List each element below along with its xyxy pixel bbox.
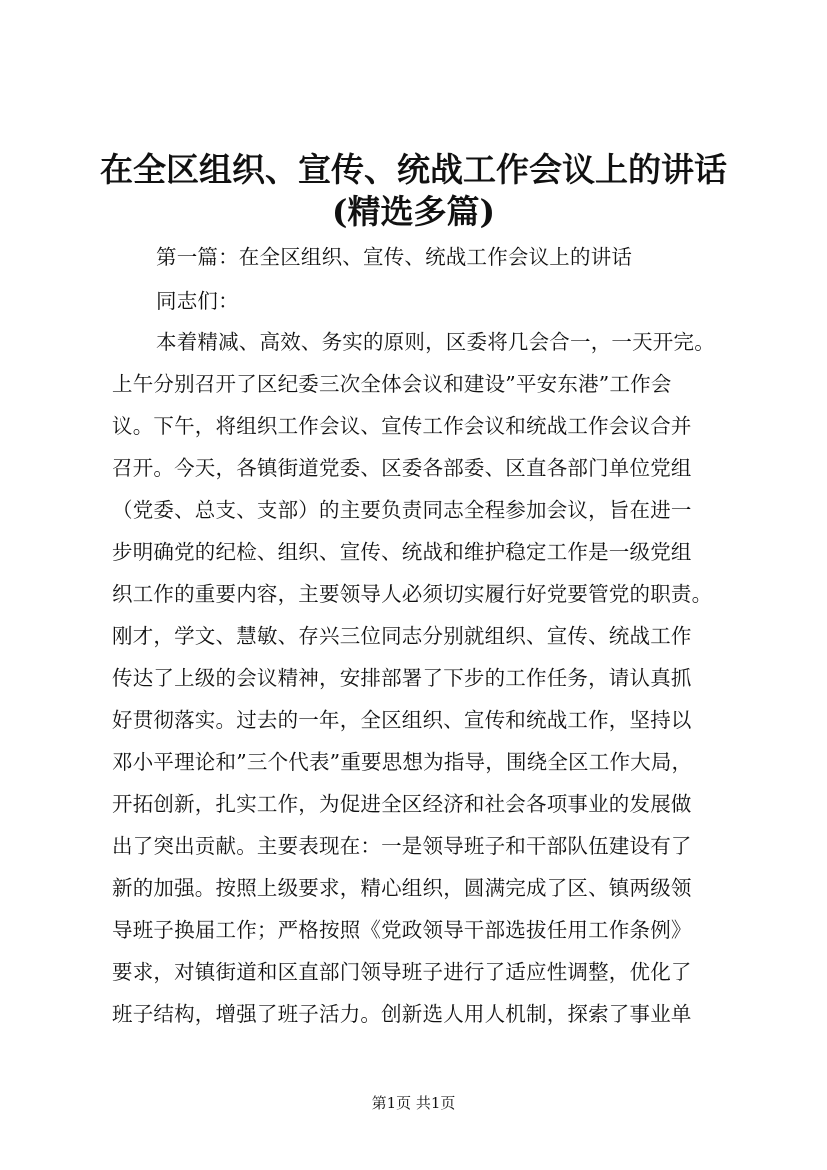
body-line: 开拓创新，扎实工作，为促进全区经济和社会各项事业的发展做 [112,792,692,816]
body-line: 要求，对镇街道和区直部门领导班子进行了适应性调整，优化了 [112,960,692,984]
body-line: 班子结构，增强了班子活力。创新选人用人机制，探索了事业单 [112,1002,692,1026]
document-title-line-2: (精选多篇) [331,192,496,231]
section-heading: 第一篇：在全区组织、宣传、统战工作会议上的讲话 [156,245,633,269]
body-line: 导班子换届工作；严格按照《党政领导干部选拔任用工作条例》 [112,918,692,942]
body-line: 步明确党的纪检、组织、宣传、统战和维护稳定工作是一级党组 [112,540,692,564]
body-line: 刚才，学文、慧敏、存兴三位同志分别就组织、宣传、统战工作 [112,624,692,648]
body-line: 上午分别召开了区纪委三次全体会议和建设”平安东港”工作会 [112,372,672,396]
salutation: 同志们： [156,289,239,313]
body-line: 召开。今天，各镇街道党委、区委各部委、区直各部门单位党组 [112,456,692,480]
body-line: （党委、总支、支部）的主要负责同志全程参加会议，旨在进一 [112,498,692,522]
page-number-footer: 第1页 共1页 [371,1094,456,1112]
body-line: 本着精减、高效、务实的原则，区委将几会合一，一天开完。 [156,330,715,354]
body-line: 邓小平理论和”三个代表”重要思想为指导，围绕全区工作大局， [112,750,693,774]
body-line: 传达了上级的会议精神，安排部署了下步的工作任务，请认真抓 [112,666,692,690]
body-line: 新的加强。按照上级要求，精心组织，圆满完成了区、镇两级领 [112,876,692,900]
body-line: 织工作的重要内容，主要领导人必须切实履行好党要管党的职责。 [112,582,713,606]
document-title-line-1: 在全区组织、宣传、统战工作会议上的讲话 [100,150,727,189]
body-line: 出了突出贡献。主要表现在：一是领导班子和干部队伍建设有了 [112,834,692,858]
body-line: 好贯彻落实。过去的一年，全区组织、宣传和统战工作，坚持以 [112,708,692,732]
body-line: 议。下午，将组织工作会议、宣传工作会议和统战工作会议合并 [112,414,692,438]
